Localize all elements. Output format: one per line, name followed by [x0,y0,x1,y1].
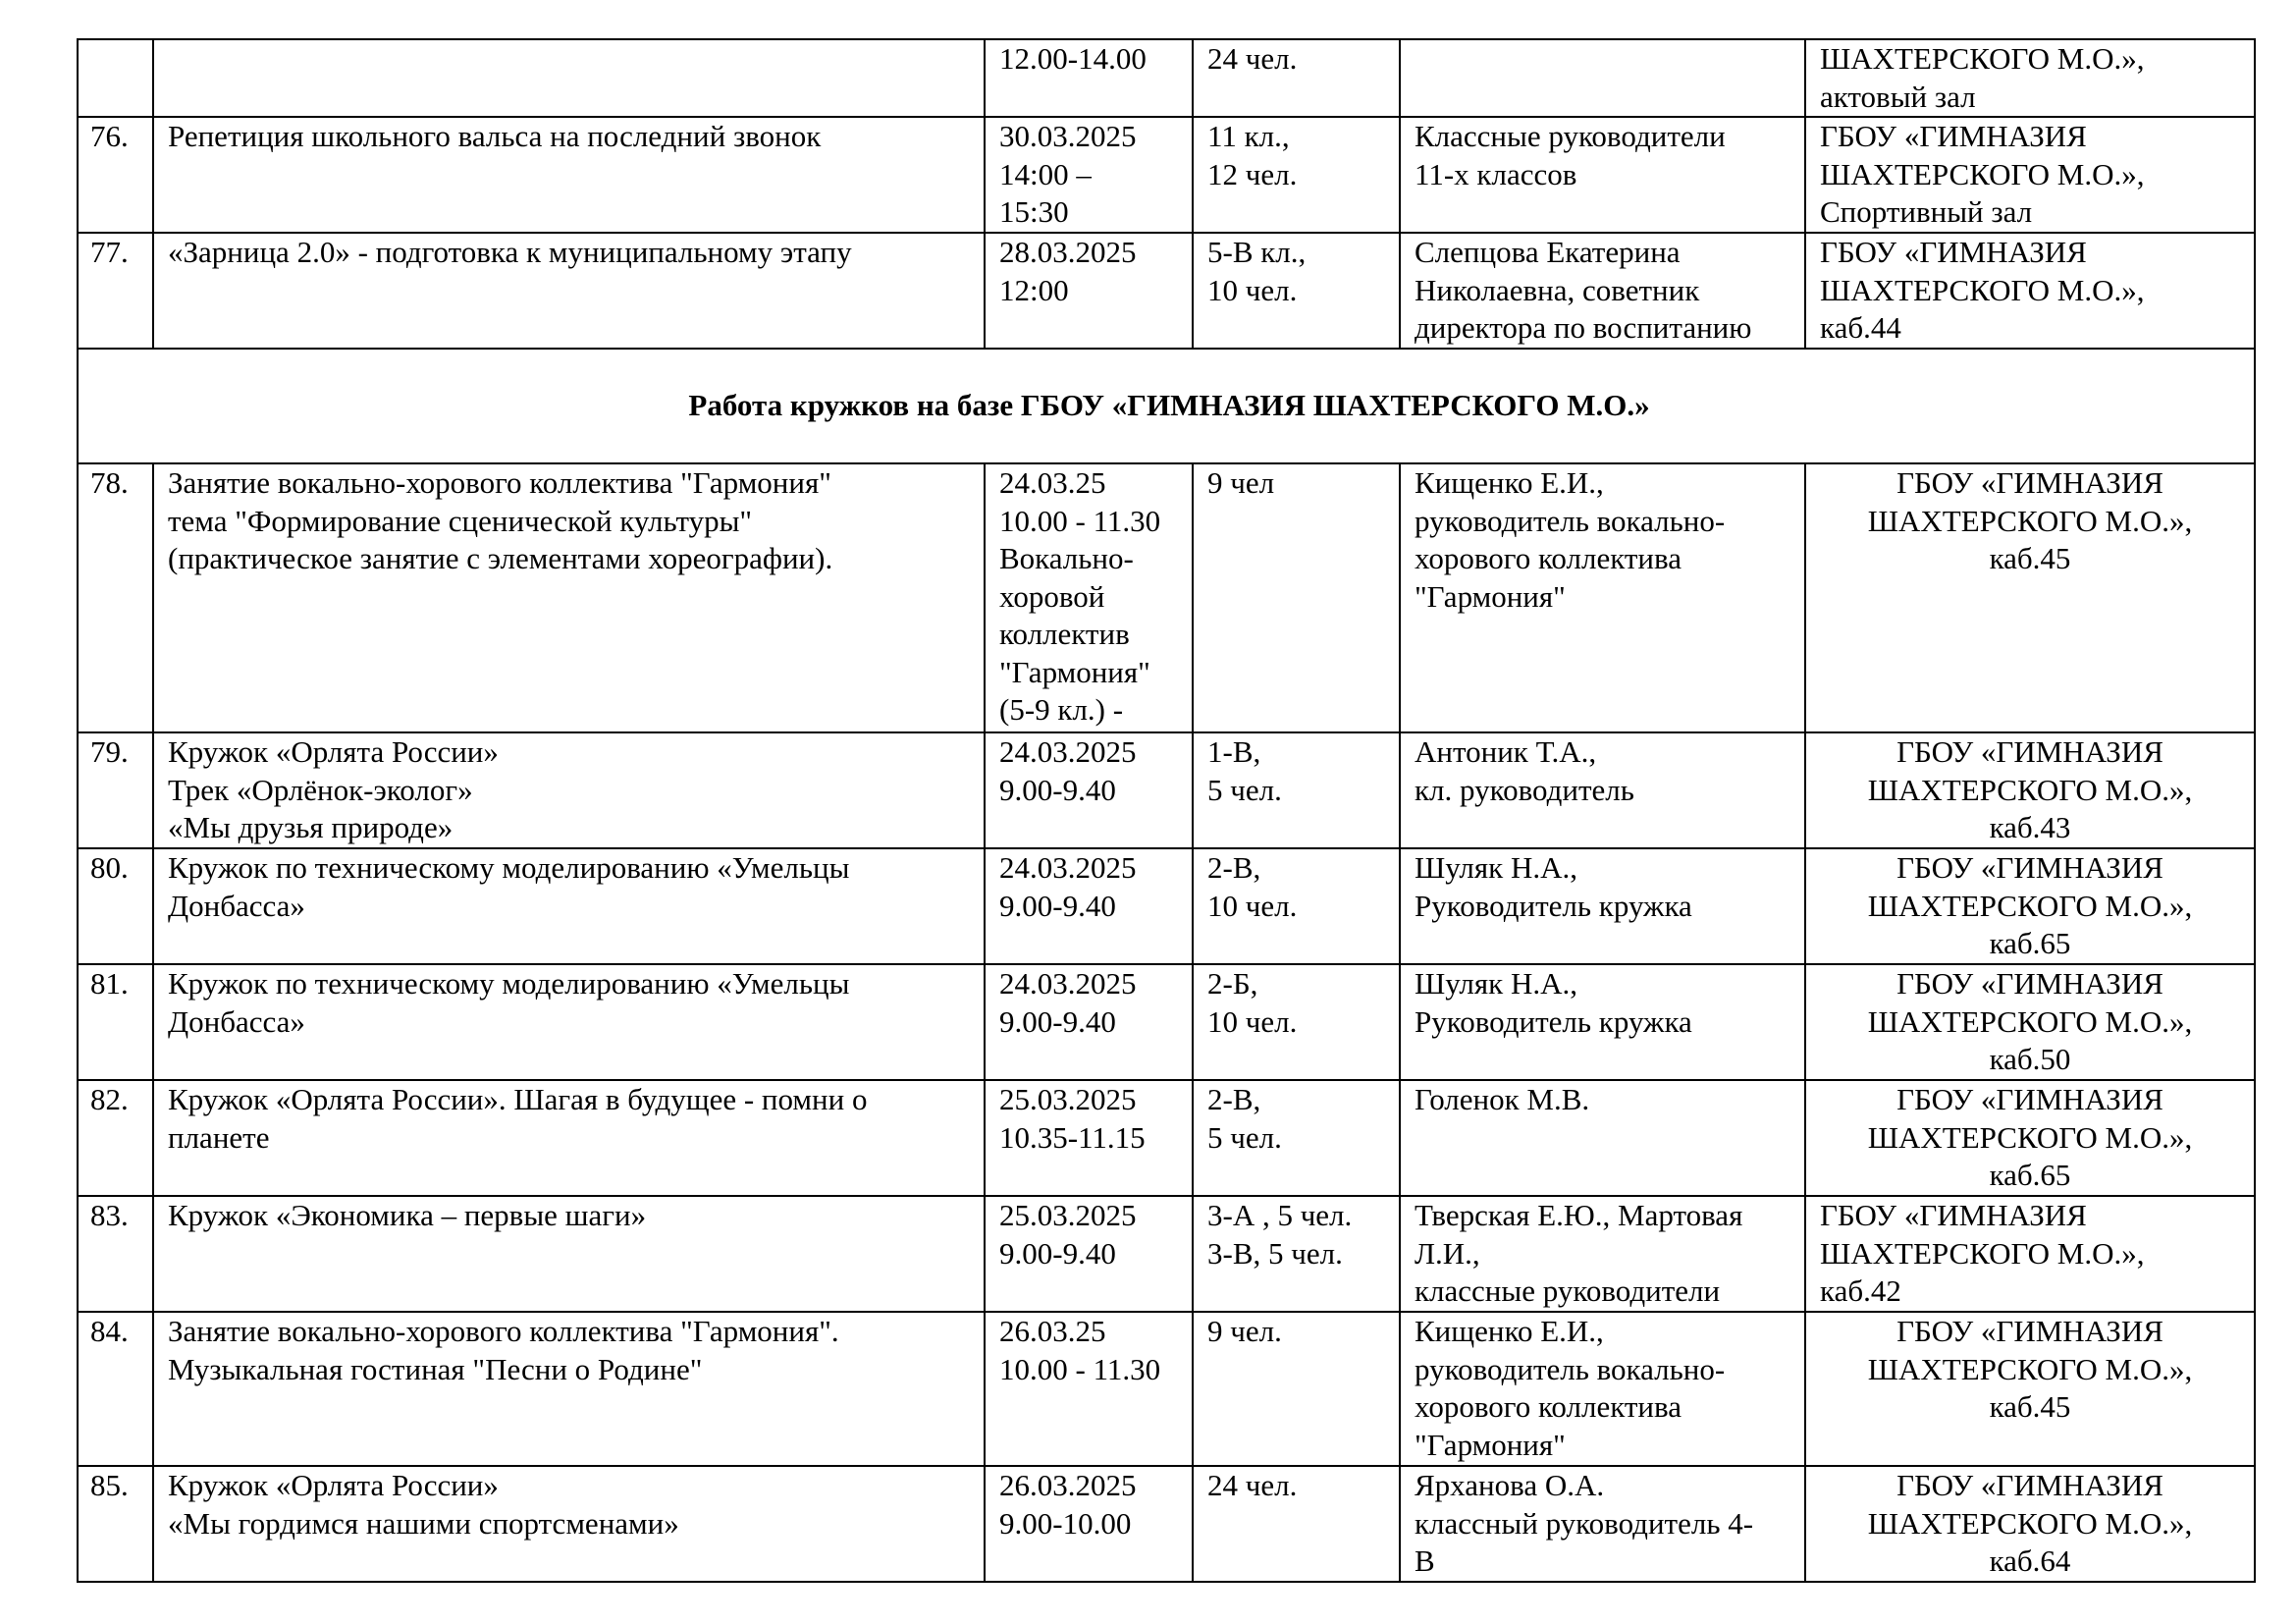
responsible-cell: Классные руководители 11-х классов [1400,117,1805,233]
event-cell: Занятие вокально-хорового коллектива "Гармония" тема "Формирование сценической культуры" (практическое занятие с элементами хореографии). [153,463,985,732]
event-cell: Кружок «Орлята России». Шагая в будущее - помни о планете [153,1080,985,1196]
event-cell: Занятие вокально-хорового коллектива "Гармония". Музыкальная гостиная "Песни о Родине" [153,1312,985,1466]
responsible-cell: Слепцова Екатерина Николаевна, советник директора по воспитанию [1400,233,1805,349]
responsible-cell: Шуляк Н.А., Руководитель кружка [1400,964,1805,1080]
location-cell: ГБОУ «ГИМНАЗИЯ ШАХТЕРСКОГО М.О.», каб.42 [1805,1196,2255,1312]
location-cell: ГБОУ «ГИМНАЗИЯ ШАХТЕРСКОГО М.О.», Спортивный зал [1805,117,2255,233]
date-cell: 30.03.2025 14:00 – 15:30 [985,117,1193,233]
participants-cell: 24 чел. [1193,39,1400,117]
responsible-cell: Шуляк Н.А., Руководитель кружка [1400,848,1805,964]
row-number: 76. [78,117,153,233]
table-row [78,732,2255,848]
schedule-table [77,38,2256,1583]
table-row [78,1080,2255,1196]
date-cell: 28.03.2025 12:00 [985,233,1193,349]
row-number: 78. [78,463,153,732]
responsible-cell [1400,39,1805,117]
participants-cell: 9 чел. [1193,1312,1400,1466]
table-row [78,233,2255,349]
responsible-cell: Голенок М.В. [1400,1080,1805,1196]
location-cell: ГБОУ «ГИМНАЗИЯ ШАХТЕРСКОГО М.О.», каб.43 [1805,732,2255,848]
row-number: 80. [78,848,153,964]
responsible-cell: Антоник Т.А., кл. руководитель [1400,732,1805,848]
location-cell: ГБОУ «ГИМНАЗИЯ ШАХТЕРСКОГО М.О.», каб.65 [1805,848,2255,964]
responsible-cell: Тверская Е.Ю., Мартовая Л.И., классные руководители [1400,1196,1805,1312]
location-cell: ГБОУ «ГИМНАЗИЯ ШАХТЕРСКОГО М.О.», каб.44 [1805,233,2255,349]
location-cell: ГБОУ «ГИМНАЗИЯ ШАХТЕРСКОГО М.О.», каб.64 [1805,1466,2255,1582]
date-cell: 25.03.2025 10.35-11.15 [985,1080,1193,1196]
row-number: 83. [78,1196,153,1312]
date-cell: 24.03.2025 9.00-9.40 [985,848,1193,964]
date-cell: 24.03.2025 9.00-9.40 [985,964,1193,1080]
table-row [78,1312,2255,1466]
section-title: Работа кружков на базе ГБОУ «ГИМНАЗИЯ ШАХТЕРСКОГО М.О.» [78,349,2255,463]
table-row [78,964,2255,1080]
participants-cell: 24 чел. [1193,1466,1400,1582]
table-row [78,463,2255,732]
event-cell: Репетиция школьного вальса на последний звонок [153,117,985,233]
row-number: 85. [78,1466,153,1582]
event-cell: Кружок «Экономика – первые шаги» [153,1196,985,1312]
event-cell: «Зарница 2.0» - подготовка к муниципальному этапу [153,233,985,349]
participants-cell: 9 чел [1193,463,1400,732]
participants-cell: 1-В, 5 чел. [1193,732,1400,848]
row-number [78,39,153,117]
date-cell: 12.00-14.00 [985,39,1193,117]
table-row [78,1466,2255,1582]
location-cell: ГБОУ «ГИМНАЗИЯ ШАХТЕРСКОГО М.О.», каб.50 [1805,964,2255,1080]
row-number: 81. [78,964,153,1080]
date-cell: 26.03.25 10.00 - 11.30 [985,1312,1193,1466]
row-number: 79. [78,732,153,848]
table-row [78,848,2255,964]
responsible-cell: Ярханова О.А. классный руководитель 4- В [1400,1466,1805,1582]
participants-cell: 2-В, 10 чел. [1193,848,1400,964]
participants-cell: 11 кл., 12 чел. [1193,117,1400,233]
date-cell: 26.03.2025 9.00-10.00 [985,1466,1193,1582]
date-cell: 25.03.2025 9.00-9.40 [985,1196,1193,1312]
section-header-row [78,349,2255,463]
event-cell: Кружок «Орлята России» «Мы гордимся нашими спортсменами» [153,1466,985,1582]
participants-cell: 3-А , 5 чел. 3-В, 5 чел. [1193,1196,1400,1312]
location-cell: ГБОУ «ГИМНАЗИЯ ШАХТЕРСКОГО М.О.», каб.45 [1805,1312,2255,1466]
date-cell: 24.03.25 10.00 - 11.30 Вокально- хоровой коллектив "Гармония" (5-9 кл.) - [985,463,1193,732]
table-row [78,1196,2255,1312]
event-cell [153,39,985,117]
responsible-cell: Кищенко Е.И., руководитель вокально- хорового коллектива "Гармония" [1400,463,1805,732]
location-cell: ГБОУ «ГИМНАЗИЯ ШАХТЕРСКОГО М.О.», каб.45 [1805,463,2255,732]
responsible-cell: Кищенко Е.И., руководитель вокально- хорового коллектива "Гармония" [1400,1312,1805,1466]
event-cell: Кружок по техническому моделированию «Умельцы Донбасса» [153,848,985,964]
row-number: 77. [78,233,153,349]
row-number: 82. [78,1080,153,1196]
participants-cell: 5-В кл., 10 чел. [1193,233,1400,349]
table-row [78,39,2255,117]
row-number: 84. [78,1312,153,1466]
event-cell: Кружок «Орлята России» Трек «Орлёнок-эколог» «Мы друзья природе» [153,732,985,848]
location-cell: ГБОУ «ГИМНАЗИЯ ШАХТЕРСКОГО М.О.», каб.65 [1805,1080,2255,1196]
participants-cell: 2-Б, 10 чел. [1193,964,1400,1080]
table-row [78,117,2255,233]
location-cell: ШАХТЕРСКОГО М.О.», актовый зал [1805,39,2255,117]
participants-cell: 2-В, 5 чел. [1193,1080,1400,1196]
event-cell: Кружок по техническому моделированию «Умельцы Донбасса» [153,964,985,1080]
date-cell: 24.03.2025 9.00-9.40 [985,732,1193,848]
